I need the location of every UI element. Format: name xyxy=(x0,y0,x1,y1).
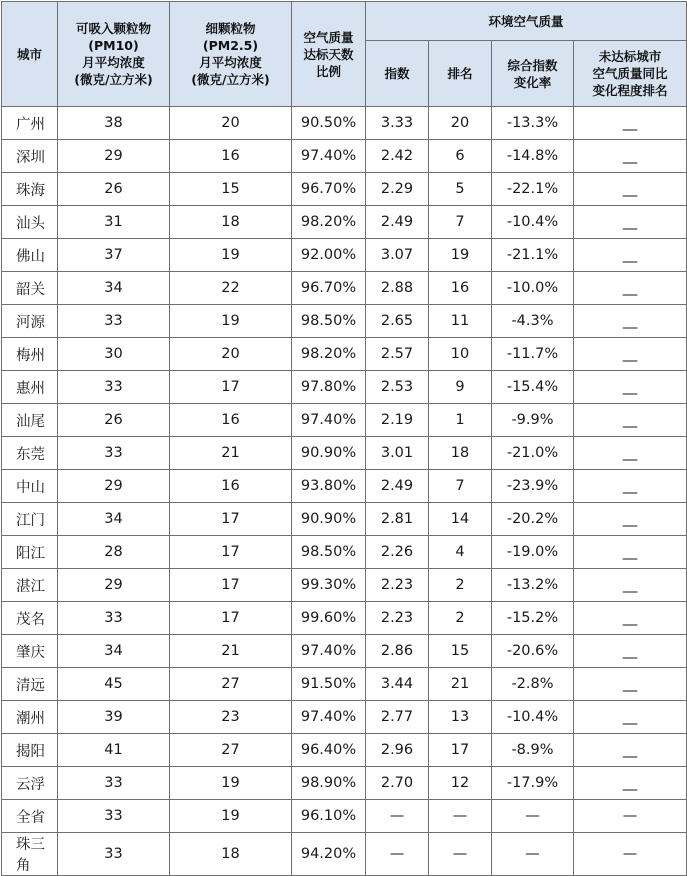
header-pm25-line: (微克/立方米) xyxy=(191,72,270,87)
pm10-cell: 41 xyxy=(58,734,170,767)
city-cell: 潮州 xyxy=(2,701,58,734)
rank-cell: 5 xyxy=(429,173,492,206)
pm25-cell: 19 xyxy=(170,800,292,833)
noncompliant-rank-cell: __ xyxy=(574,569,687,602)
table-row xyxy=(2,767,687,800)
rank-cell: 13 xyxy=(429,701,492,734)
pm25-cell: 18 xyxy=(170,833,292,876)
header-pm25 xyxy=(170,2,292,107)
table-row xyxy=(2,107,687,140)
pm10-cell: 33 xyxy=(58,767,170,800)
city-cell: 全省 xyxy=(2,800,58,833)
index-cell: 2.53 xyxy=(366,371,429,404)
compliance-ratio-cell: 96.40% xyxy=(292,734,366,767)
noncompliant-rank-cell: __ xyxy=(574,239,687,272)
noncompliant-rank-cell: __ xyxy=(574,668,687,701)
noncompliant-rank-cell: __ xyxy=(574,206,687,239)
rank-cell: 21 xyxy=(429,668,492,701)
change-rate-cell: -13.3% xyxy=(492,107,574,140)
noncompliant-rank-cell: __ xyxy=(574,140,687,173)
index-cell: 2.96 xyxy=(366,734,429,767)
pm25-cell: 17 xyxy=(170,569,292,602)
rank-cell: 17 xyxy=(429,734,492,767)
pm10-cell: 26 xyxy=(58,173,170,206)
city-cell: 梅州 xyxy=(2,338,58,371)
change-rate-cell: — xyxy=(492,833,574,876)
table-row xyxy=(2,173,687,206)
change-rate-cell: -20.6% xyxy=(492,635,574,668)
rank-cell: 10 xyxy=(429,338,492,371)
city-cell: 江门 xyxy=(2,503,58,536)
compliance-ratio-cell: 97.40% xyxy=(292,635,366,668)
rank-cell: 14 xyxy=(429,503,492,536)
noncompliant-rank-cell: __ xyxy=(574,338,687,371)
rank-cell: 7 xyxy=(429,206,492,239)
table-row xyxy=(2,800,687,833)
pm25-cell: 16 xyxy=(170,470,292,503)
header-noncompliant-line: 未达标城市 xyxy=(598,49,662,64)
pm25-cell: 16 xyxy=(170,140,292,173)
header-index: 指数 xyxy=(366,41,429,107)
index-cell: 2.88 xyxy=(366,272,429,305)
index-cell: 2.29 xyxy=(366,173,429,206)
index-cell: 2.77 xyxy=(366,701,429,734)
city-cell: 茂名 xyxy=(2,602,58,635)
pm25-cell: 19 xyxy=(170,239,292,272)
table-row xyxy=(2,602,687,635)
header-change-line: 变化率 xyxy=(513,74,552,90)
noncompliant-rank-cell: __ xyxy=(574,701,687,734)
noncompliant-rank-cell: __ xyxy=(574,107,687,140)
city-cell: 揭阳 xyxy=(2,734,58,767)
pm10-cell: 38 xyxy=(58,107,170,140)
index-cell: 3.01 xyxy=(366,437,429,470)
city-cell: 汕头 xyxy=(2,206,58,239)
table-row xyxy=(2,701,687,734)
table-row xyxy=(2,668,687,701)
index-cell: 2.19 xyxy=(366,404,429,437)
noncompliant-rank-cell: __ xyxy=(574,272,687,305)
change-rate-cell: -15.2% xyxy=(492,602,574,635)
noncompliant-rank-cell: __ xyxy=(574,536,687,569)
change-rate-cell: -10.4% xyxy=(492,701,574,734)
change-rate-cell: -10.4% xyxy=(492,206,574,239)
compliance-ratio-cell: 99.30% xyxy=(292,569,366,602)
city-cell: 汕尾 xyxy=(2,404,58,437)
compliance-ratio-cell: 98.20% xyxy=(292,206,366,239)
noncompliant-rank-cell: __ xyxy=(574,404,687,437)
rank-cell: 19 xyxy=(429,239,492,272)
change-rate-cell: -8.9% xyxy=(492,734,574,767)
header-change xyxy=(492,41,574,107)
city-cell: 云浮 xyxy=(2,767,58,800)
index-cell: 3.07 xyxy=(366,239,429,272)
pm25-cell: 17 xyxy=(170,371,292,404)
header-row-top xyxy=(2,2,687,41)
rank-cell: 1 xyxy=(429,404,492,437)
index-cell: 2.23 xyxy=(366,602,429,635)
pm10-cell: 31 xyxy=(58,206,170,239)
compliance-ratio-cell: 90.50% xyxy=(292,107,366,140)
pm25-cell: 22 xyxy=(170,272,292,305)
rank-cell: 9 xyxy=(429,371,492,404)
header-noncompliant-line: 变化程度排名 xyxy=(592,83,668,98)
city-cell: 深圳 xyxy=(2,140,58,173)
pm10-cell: 34 xyxy=(58,272,170,305)
rank-cell: 15 xyxy=(429,635,492,668)
compliance-ratio-cell: 94.20% xyxy=(292,833,366,876)
header-pm10-line: 月平均浓度 xyxy=(82,55,145,70)
noncompliant-rank-cell: __ xyxy=(574,767,687,800)
table-row xyxy=(2,734,687,767)
pm25-cell: 16 xyxy=(170,404,292,437)
index-cell: 2.81 xyxy=(366,503,429,536)
change-rate-cell: -15.4% xyxy=(492,371,574,404)
compliance-ratio-cell: 97.40% xyxy=(292,404,366,437)
pm10-cell: 29 xyxy=(58,569,170,602)
pm10-cell: 28 xyxy=(58,536,170,569)
change-rate-cell: -2.8% xyxy=(492,668,574,701)
noncompliant-rank-cell: __ xyxy=(574,635,687,668)
index-cell: — xyxy=(366,800,429,833)
city-cell: 珠海 xyxy=(2,173,58,206)
header-pm10-line: (微克/立方米) xyxy=(74,72,153,87)
city-cell: 清远 xyxy=(2,668,58,701)
rank-cell: 2 xyxy=(429,602,492,635)
rank-cell: 12 xyxy=(429,767,492,800)
rank-cell: 16 xyxy=(429,272,492,305)
pm25-cell: 21 xyxy=(170,635,292,668)
rank-cell: 2 xyxy=(429,569,492,602)
compliance-ratio-cell: 92.00% xyxy=(292,239,366,272)
table-row xyxy=(2,305,687,338)
table-row xyxy=(2,536,687,569)
noncompliant-rank-cell: __ xyxy=(574,734,687,767)
index-cell: 2.42 xyxy=(366,140,429,173)
pm10-cell: 33 xyxy=(58,305,170,338)
table-row xyxy=(2,404,687,437)
compliance-ratio-cell: 90.90% xyxy=(292,437,366,470)
compliance-ratio-cell: 96.70% xyxy=(292,173,366,206)
table-row xyxy=(2,338,687,371)
index-cell: 2.49 xyxy=(366,470,429,503)
compliance-ratio-cell: 96.10% xyxy=(292,800,366,833)
change-rate-cell: -22.1% xyxy=(492,173,574,206)
pm10-cell: 29 xyxy=(58,140,170,173)
header-rank: 排名 xyxy=(429,41,492,107)
rank-cell: — xyxy=(429,833,492,876)
city-cell: 湛江 xyxy=(2,569,58,602)
rank-cell: 4 xyxy=(429,536,492,569)
header-city: 城市 xyxy=(2,2,58,107)
compliance-ratio-cell: 96.70% xyxy=(292,272,366,305)
noncompliant-rank-cell: __ xyxy=(574,602,687,635)
compliance-ratio-cell: 97.40% xyxy=(292,701,366,734)
city-cell: 河源 xyxy=(2,305,58,338)
index-cell: 2.86 xyxy=(366,635,429,668)
pm10-cell: 34 xyxy=(58,635,170,668)
rank-cell: 6 xyxy=(429,140,492,173)
index-cell: 3.33 xyxy=(366,107,429,140)
header-change-line: 综合指数 xyxy=(507,57,558,73)
air-quality-table xyxy=(1,1,687,876)
pm25-cell: 18 xyxy=(170,206,292,239)
index-cell: 2.65 xyxy=(366,305,429,338)
change-rate-cell: -9.9% xyxy=(492,404,574,437)
change-rate-cell: -11.7% xyxy=(492,338,574,371)
pm25-cell: 20 xyxy=(170,107,292,140)
header-pm10 xyxy=(58,2,170,107)
change-rate-cell: -21.1% xyxy=(492,239,574,272)
pm10-cell: 29 xyxy=(58,470,170,503)
city-cell: 韶关 xyxy=(2,272,58,305)
header-pm25-line: 细颗粒物 xyxy=(205,21,256,36)
pm25-cell: 15 xyxy=(170,173,292,206)
city-cell: 肇庆 xyxy=(2,635,58,668)
compliance-ratio-cell: 93.80% xyxy=(292,470,366,503)
city-cell: 阳江 xyxy=(2,536,58,569)
pm25-cell: 17 xyxy=(170,602,292,635)
header-compliance-line: 达标天数 xyxy=(303,46,354,62)
compliance-ratio-cell: 98.20% xyxy=(292,338,366,371)
city-cell: 珠三角 xyxy=(2,833,58,876)
pm10-cell: 26 xyxy=(58,404,170,437)
change-rate-cell: -20.2% xyxy=(492,503,574,536)
noncompliant-rank-cell: — xyxy=(574,800,687,833)
header-noncompliant xyxy=(574,41,687,107)
table-body xyxy=(2,107,687,876)
table-row xyxy=(2,239,687,272)
noncompliant-rank-cell: __ xyxy=(574,437,687,470)
rank-cell: 7 xyxy=(429,470,492,503)
table-row xyxy=(2,140,687,173)
pm25-cell: 23 xyxy=(170,701,292,734)
header-pm25-line: 月平均浓度 xyxy=(199,55,262,70)
city-cell: 广州 xyxy=(2,107,58,140)
rank-cell: 11 xyxy=(429,305,492,338)
noncompliant-rank-cell: __ xyxy=(574,470,687,503)
compliance-ratio-cell: 97.40% xyxy=(292,140,366,173)
city-cell: 惠州 xyxy=(2,371,58,404)
rank-cell: 20 xyxy=(429,107,492,140)
pm10-cell: 30 xyxy=(58,338,170,371)
pm10-cell: 33 xyxy=(58,833,170,876)
noncompliant-rank-cell: __ xyxy=(574,305,687,338)
index-cell: 3.44 xyxy=(366,668,429,701)
pm25-cell: 17 xyxy=(170,536,292,569)
pm10-cell: 39 xyxy=(58,701,170,734)
change-rate-cell: -17.9% xyxy=(492,767,574,800)
compliance-ratio-cell: 98.90% xyxy=(292,767,366,800)
index-cell: 2.70 xyxy=(366,767,429,800)
pm10-cell: 34 xyxy=(58,503,170,536)
change-rate-cell: -10.0% xyxy=(492,272,574,305)
table-row xyxy=(2,635,687,668)
header-env-group: 环境空气质量 xyxy=(366,2,687,41)
header-noncompliant-line: 空气质量同比 xyxy=(592,66,668,81)
index-cell: 2.26 xyxy=(366,536,429,569)
table-row xyxy=(2,470,687,503)
header-pm10-line: (PM10) xyxy=(88,38,139,53)
pm25-cell: 17 xyxy=(170,503,292,536)
table-row xyxy=(2,371,687,404)
pm10-cell: 33 xyxy=(58,602,170,635)
compliance-ratio-cell: 98.50% xyxy=(292,536,366,569)
change-rate-cell: -14.8% xyxy=(492,140,574,173)
pm25-cell: 19 xyxy=(170,767,292,800)
compliance-ratio-cell: 97.80% xyxy=(292,371,366,404)
pm25-cell: 19 xyxy=(170,305,292,338)
header-compliance xyxy=(292,2,366,107)
pm25-cell: 20 xyxy=(170,338,292,371)
index-cell: — xyxy=(366,833,429,876)
table-row xyxy=(2,569,687,602)
compliance-ratio-cell: 90.90% xyxy=(292,503,366,536)
rank-cell: — xyxy=(429,800,492,833)
pm25-cell: 21 xyxy=(170,437,292,470)
noncompliant-rank-cell: __ xyxy=(574,173,687,206)
header-compliance-line: 空气质量 xyxy=(303,29,354,45)
change-rate-cell: -4.3% xyxy=(492,305,574,338)
pm10-cell: 45 xyxy=(58,668,170,701)
header-pm25-line: (PM2.5) xyxy=(202,38,259,53)
compliance-ratio-cell: 98.50% xyxy=(292,305,366,338)
noncompliant-rank-cell: __ xyxy=(574,371,687,404)
index-cell: 2.57 xyxy=(366,338,429,371)
table-row xyxy=(2,833,687,876)
index-cell: 2.23 xyxy=(366,569,429,602)
pm10-cell: 33 xyxy=(58,437,170,470)
change-rate-cell: -23.9% xyxy=(492,470,574,503)
table-row xyxy=(2,503,687,536)
city-cell: 东莞 xyxy=(2,437,58,470)
compliance-ratio-cell: 99.60% xyxy=(292,602,366,635)
city-cell: 佛山 xyxy=(2,239,58,272)
change-rate-cell: -13.2% xyxy=(492,569,574,602)
pm25-cell: 27 xyxy=(170,668,292,701)
compliance-ratio-cell: 91.50% xyxy=(292,668,366,701)
table-row xyxy=(2,272,687,305)
pm25-cell: 27 xyxy=(170,734,292,767)
index-cell: 2.49 xyxy=(366,206,429,239)
noncompliant-rank-cell: — xyxy=(574,833,687,876)
pm10-cell: 33 xyxy=(58,371,170,404)
header-pm10-line: 可吸入颗粒物 xyxy=(75,21,151,36)
table-row xyxy=(2,437,687,470)
rank-cell: 18 xyxy=(429,437,492,470)
pm10-cell: 37 xyxy=(58,239,170,272)
header-compliance-line: 比例 xyxy=(315,63,341,79)
change-rate-cell: — xyxy=(492,800,574,833)
pm10-cell: 33 xyxy=(58,800,170,833)
table-row xyxy=(2,206,687,239)
noncompliant-rank-cell: __ xyxy=(574,503,687,536)
city-cell: 中山 xyxy=(2,470,58,503)
change-rate-cell: -21.0% xyxy=(492,437,574,470)
change-rate-cell: -19.0% xyxy=(492,536,574,569)
